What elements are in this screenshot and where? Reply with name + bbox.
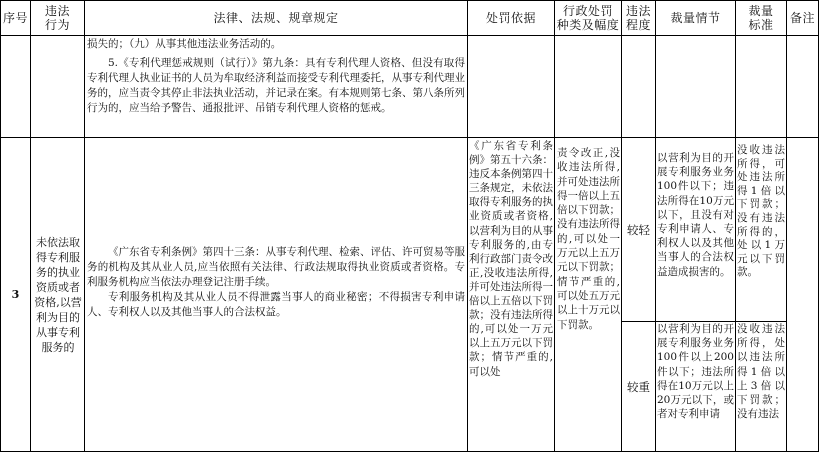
- header-penalty-line1: 行政处罚: [562, 4, 613, 18]
- tier1-standard-text: 没收违法所得，可处违法所得1倍以下罚款；没有违法所得的，处以1万元以下罚款。: [737, 144, 785, 279]
- row3-penalty-text: 责令改正,没收违法所得,并可处违法所得一倍以上五倍以下罚款；没有违法所得的,可以处一万元以上五万元以下罚款；情节严重的,可以处五万元以上十万元以下罚款。: [557, 147, 620, 331]
- header-standard: [736, 1, 786, 35]
- header-circumstance-text: 裁量情节: [670, 11, 721, 25]
- header-degree: [622, 1, 655, 35]
- header-act-line2: 行为: [44, 18, 70, 32]
- header-circumstance: [656, 1, 735, 35]
- rule-col-6: [655, 0, 656, 452]
- header-act: [31, 1, 84, 35]
- tier2-standard-text: 没收违法所得，处以违法所得1倍以上3倍以下罚款；没有违法: [737, 323, 785, 421]
- header-penalty-line2: 种类及幅度: [556, 18, 620, 32]
- header-penalty: [555, 1, 621, 35]
- row3-law-para2: 专利服务机构及其从业人员不得泄露当事人的商业秘密；不得损害专利申请人、专利权人以及其他当事人的合法权益。: [87, 291, 465, 318]
- row3-penalty: [557, 146, 620, 451]
- row3-act: [34, 138, 82, 451]
- rule-col-2: [84, 0, 85, 452]
- tier2-circumstance: [657, 322, 734, 451]
- header-standard-line1: 裁量: [748, 4, 774, 18]
- row3-law-text: [87, 245, 465, 345]
- row3-basis-text: 《广东省专利条例》第五十六条：违反本条例第四十三条规定，未依法取得专利服务的执业资质或者资格,以营利为目的从事专利服务的,由专利行政部门责令改正,没收违法所得,并可处违法所得一倍以上五倍以下罚款；没有违法所得的,可以处一万元以上五万元以下罚款；情节严重的,可以处: [469, 140, 553, 378]
- header-seq: [1, 1, 30, 35]
- row3-law-para1: 《广东省专利条例》第四十三条：从事专利代理、检索、评估、许可贸易等服务的机构及其从业人员,应当依照有关法律、行政法规取得执业资质或者资格。专利服务机构应当依法办理登记注册手续。: [87, 246, 465, 288]
- tier1-degree: [622, 138, 655, 321]
- tier1-standard: [737, 144, 785, 321]
- tier1-degree-text: 较轻: [627, 222, 650, 237]
- continued-law-line1: 损失的；（九）从事其他违法业务活动的。: [87, 38, 282, 50]
- rule-col-4: [554, 0, 555, 452]
- tier2-standard: [737, 322, 785, 451]
- row3-act-text: 未依法取得专利服务的执业资质或者资格,以营利为目的从事专利服务的: [34, 235, 82, 354]
- header-laws-text: 法律、法规、规章规定: [213, 11, 339, 25]
- header-degree-line2: 程度: [625, 18, 651, 32]
- rule-col-1: [30, 0, 31, 452]
- continued-law-para2: 5.《专利代理惩戒规则（试行）》第九条：具有专利代理人资格、但没有取得专利代理人执业证书的人员为牟取经济利益而接受专利代理委托，从事专利代理业务的，应当责令其停止非法执业活动，并记录在案。有本规则第七条、第八条所列行为的，应当给予警告、通报批评、吊销专利代理人资格的惩戒。: [87, 57, 465, 114]
- header-remark: [787, 1, 818, 35]
- continued-law-text: [87, 37, 465, 137]
- rule-col-8: [786, 0, 787, 452]
- tier2-degree-text: 较重: [627, 379, 650, 394]
- tier2-circumstance-text: 以营利为目的开展专利服务业务100件以上200件以下；违法所得在10万元以上20万元以下，或者对专利申请: [657, 323, 734, 421]
- rule-col-3: [467, 0, 468, 452]
- row3-basis: [469, 139, 553, 451]
- header-standard-line2: 标准: [748, 18, 774, 32]
- tier1-circumstance-text: 以营利为目的开展专利服务业务100件以下；违法所得在10万元以下，且没有对专利申请人、专利权人以及其他当事人的合法权益造成损害的。: [657, 152, 734, 278]
- header-seq-text: 序号: [2, 11, 28, 25]
- row3-seq-text: 3: [11, 288, 20, 301]
- row3-seq: [1, 138, 30, 451]
- rule-header-bottom: [0, 35, 819, 36]
- rule-row-divider: [0, 137, 819, 138]
- header-degree-line1: 违法: [625, 4, 651, 18]
- tier1-circumstance: [657, 151, 734, 321]
- header-basis-text: 处罚依据: [485, 11, 536, 25]
- header-basis: [468, 1, 554, 35]
- header-laws: [85, 1, 467, 35]
- header-remark-text: 备注: [789, 11, 815, 25]
- rule-col-7: [735, 0, 736, 452]
- header-act-line1: 违法: [44, 4, 70, 18]
- tier2-degree: [622, 322, 655, 451]
